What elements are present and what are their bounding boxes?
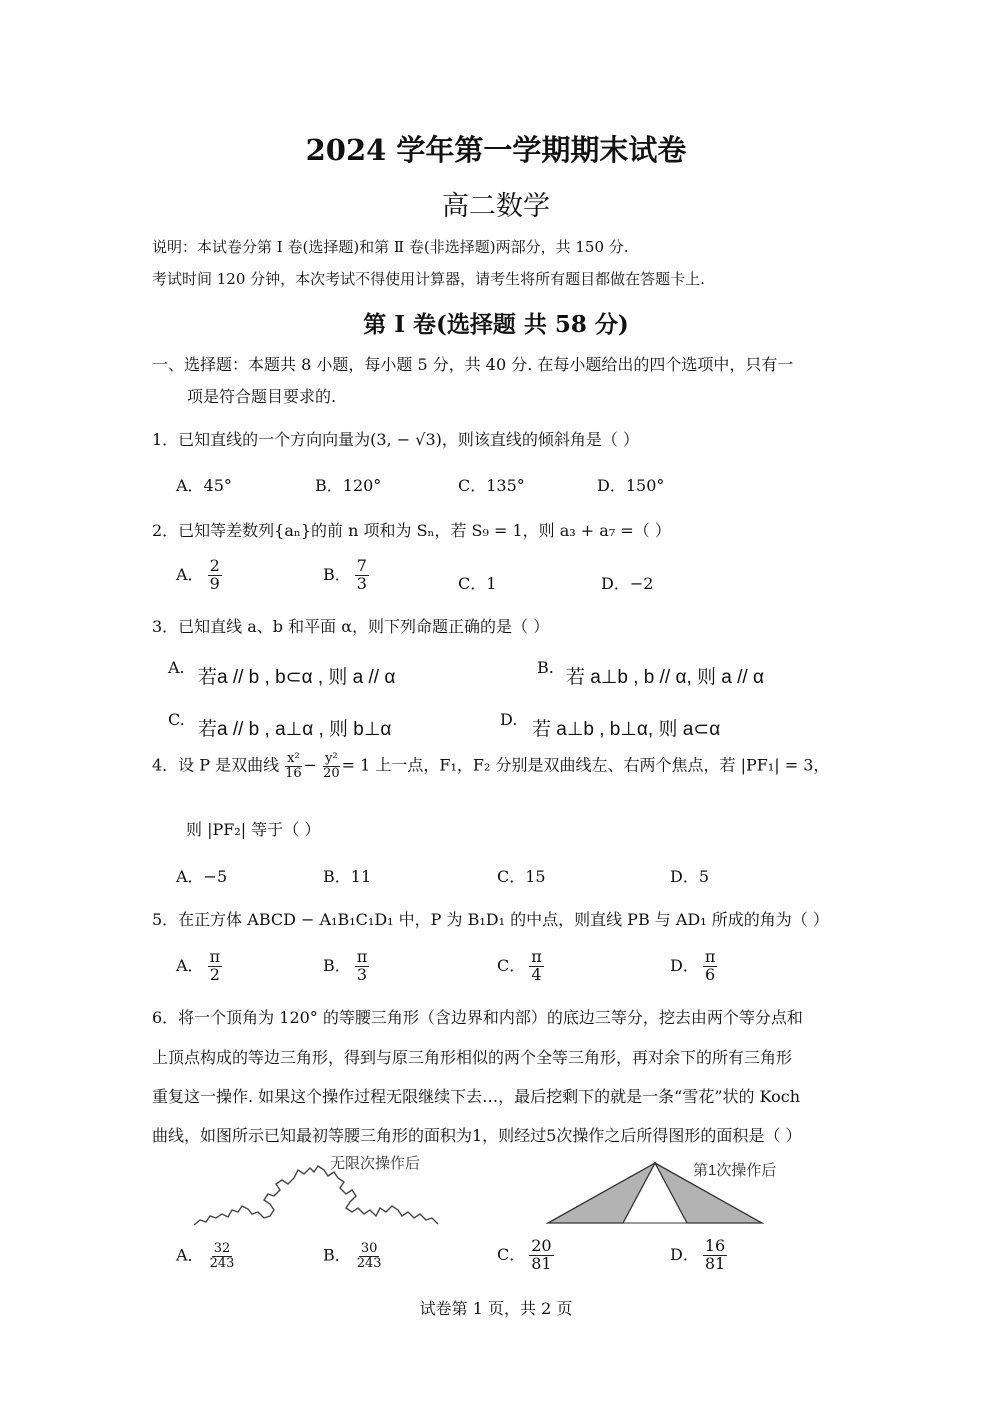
question-1-option-c: C．135°: [458, 476, 525, 495]
question-3-option-d: D.: [500, 710, 518, 729]
question-2-option-d: D．−2: [601, 574, 654, 593]
question-1-option-a: A．45°: [176, 476, 232, 495]
question-6-line-1: 6．将一个顶角为 120° 的等腰三角形（含边界和内部）的底边三等分，挖去由两个等分点和: [152, 1008, 803, 1027]
section-title: 第 Ⅰ 卷(选择题 共 58 分): [363, 311, 629, 338]
question-5-option-b: B． $\frac{\pi}{3}$: [323, 947, 368, 984]
figure-right-label: 第1次操作后: [693, 1162, 777, 1179]
fraction: $\frac{\pi}{2}$: [209, 947, 221, 984]
question-2-stem: 2．已知等差数列{aₙ}的前 n 项和为 Sₙ，若 S₉ = 1，则 a₃ + a₇ =（ ）: [152, 521, 671, 540]
koch-curve: [194, 1166, 438, 1225]
question-6-option-d: D． $\frac{16}{81}$: [670, 1236, 726, 1273]
question-5-option-d: D． $\frac{\pi}{6}$: [670, 947, 716, 984]
question-6-option-c: C． $\frac{20}{81}$: [497, 1236, 552, 1273]
koch-curve-figure: [186, 1150, 446, 1235]
question-1-stem: 1．已知直线的一个方向向量为(3, − √3)，则该直线的倾斜角是（ ）: [152, 430, 639, 449]
question-5-stem: 5．在正方体 ABCD − A₁B₁C₁D₁ 中，P 为 B₁D₁ 的中点，则直线 PB 与 AD₁ 所成的角为（ ）: [152, 910, 829, 929]
question-4-option-d: D．5: [670, 867, 710, 886]
fraction: $\frac{2}{9}$: [209, 556, 220, 593]
fraction: $\frac{16}{81}$: [704, 1236, 726, 1273]
question-6-line-4: 曲线，如图所示已知最初等腰三角形的面积为1，则经过5次操作之后所得图形的面积是（ ）: [152, 1126, 802, 1145]
question-2-option-c: C．1: [458, 574, 497, 593]
question-3-option-a-text: 若a // b , b⊂α , 则 a // α: [198, 667, 396, 688]
figure-left-label: 无限次操作后: [330, 1155, 421, 1172]
question-3-option-c-text: 若a // b , a⊥α , 则 b⊥α: [198, 719, 392, 740]
fraction: $\frac{\pi}{3}$: [356, 947, 368, 984]
question-6-line-2: 上顶点构成的等边三角形，得到与原三角形相似的两个全等三角形，再对余下的所有三角形: [152, 1048, 793, 1067]
fraction: $\frac{\pi}{4}$: [531, 947, 542, 984]
fraction: $\frac{\text{x²}}{16}$: [285, 751, 302, 781]
question-6-option-a: A． $\frac{32}{243}$: [176, 1241, 235, 1271]
fraction: $\frac{\text{y²}}{20}$: [323, 751, 340, 781]
exam-subject: 高二数学: [442, 191, 550, 222]
fraction: $\frac{32}{243}$: [209, 1241, 235, 1271]
question-3-option-b: B.: [537, 658, 554, 677]
exam-note-2: 考试时间 120 分钟，本次考试不得使用计算器，请考生将所有题目都做在答题卡上.: [152, 270, 705, 288]
question-3-option-b-text: 若 a⊥b , b // α, 则 a // α: [566, 667, 764, 688]
fraction: $\frac{7}{3}$: [356, 556, 367, 593]
question-4-line-2: 则 |PF₂| 等于（ ）: [186, 820, 321, 839]
question-1-option-b: B．120°: [315, 476, 382, 495]
question-6-option-b: B． $\frac{30}{243}$: [323, 1241, 382, 1271]
fraction: $\frac{\pi}{6}$: [704, 947, 716, 984]
page-footer: 试卷第 1 页，共 2 页: [419, 1299, 573, 1318]
question-3-option-d-text: 若 a⊥b , b⊥α, 则 a⊂α: [532, 719, 721, 740]
exam-title: 2024 学年第一学期期末试卷: [305, 133, 687, 167]
instruction-line-1: 一、选择题：本题共 8 小题，每小题 5 分，共 40 分. 在每小题给出的四个选项中，只有一: [152, 355, 794, 374]
question-2-option-b: B． $\frac{7}{3}$: [323, 556, 367, 593]
question-4-option-c: C．15: [497, 867, 546, 886]
question-4-stem: 4．设 P 是双曲线 $\frac{\text{x²}}{16}$ − $\frac{\text{y²}}{20}$ = 1 上一点，F₁，F₂ 分别是双曲线左、右两个焦点，若 |PF₁| = 3，: [152, 751, 830, 781]
fraction: $\frac{20}{81}$: [531, 1236, 552, 1273]
left-triangle: [548, 1163, 655, 1223]
question-5-option-a: A． $\frac{\pi}{2}$: [176, 947, 221, 984]
question-6-line-3: 重复这一操作. 如果这个操作过程无限继续下去…，最后挖剩下的就是一条“雪花”状的 Koch: [152, 1087, 801, 1106]
question-3-stem: 3．已知直线 a、b 和平面 α，则下列命题正确的是（ ）: [152, 617, 550, 636]
question-1-option-d: D．150°: [597, 476, 665, 495]
exam-note-1: 说明：本试卷分第 Ⅰ 卷(选择题)和第 Ⅱ 卷(非选择题)两部分，共 150 分.: [152, 238, 629, 256]
fraction: $\frac{30}{243}$: [356, 1241, 382, 1271]
question-5-option-c: C． $\frac{\pi}{4}$: [497, 947, 542, 984]
question-2-option-a: A． $\frac{2}{9}$: [176, 556, 220, 593]
question-4-option-b: B．11: [323, 867, 372, 886]
question-3-option-a: A.: [168, 658, 185, 677]
question-4-option-a: A．−5: [176, 867, 228, 886]
instruction-line-2: 项是符合题目要求的.: [187, 387, 337, 406]
first-operation-figure: [540, 1155, 800, 1230]
question-3-option-c: C.: [168, 710, 185, 729]
